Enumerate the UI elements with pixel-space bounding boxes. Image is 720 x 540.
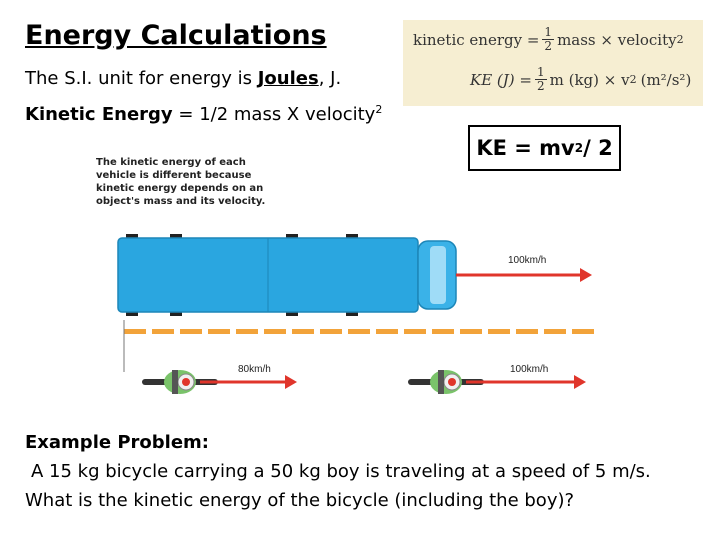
road-line [124, 329, 594, 334]
formula-image [403, 20, 703, 106]
kinetic-energy-rest: = 1/2 mass X velocity [172, 104, 376, 125]
bus [118, 234, 456, 316]
bus-speed-label: 100km/h [508, 255, 547, 266]
kinetic-energy-term: Kinetic Energy [25, 104, 173, 125]
bike-1-arrow [200, 375, 297, 389]
formula-row2-label: KE (J) = [470, 70, 532, 89]
velocity-exponent: 2 [375, 103, 383, 116]
formula-row-words [413, 26, 684, 53]
joules-term: Joules [257, 68, 319, 89]
slide-title: Energy Calculations [25, 20, 327, 51]
si-unit-suffix: , J. [318, 68, 342, 89]
formula-row-symbols [470, 66, 691, 93]
formula-row2-unit: (m²/s²) [640, 70, 692, 89]
kinetic-energy-line [25, 103, 382, 125]
example-heading: Example Problem: [25, 432, 209, 453]
si-unit-prefix: The S.I. unit for energy is [25, 68, 258, 89]
ke-formula-text: KE = mv [476, 136, 575, 160]
fraction-denominator: 2 [544, 39, 553, 53]
bike-1-speed-label: 80km/h [238, 364, 271, 375]
formula-row2-exp: 2 [629, 73, 637, 86]
formula-row1-label: kinetic energy = [413, 30, 540, 49]
example-text-1: A 15 kg bicycle carrying a 50 kg boy is traveling at a speed of 5 m/s. [31, 461, 651, 482]
bike-2-speed-label: 100km/h [510, 364, 549, 375]
half-fraction [542, 26, 554, 53]
formula-row1-exp: 2 [676, 33, 684, 46]
example-text-2: What is the kinetic energy of the bicycle (including the boy)? [25, 490, 575, 511]
ke-formula-tail: / 2 [583, 136, 613, 160]
fraction-numerator-2: 1 [536, 65, 545, 79]
fraction-numerator: 1 [544, 25, 553, 39]
formula-row2-rest: m (kg) × v [549, 70, 630, 89]
example-problem [25, 428, 705, 515]
diagram-caption: The kinetic energy of each vehicle is different because kinetic energy depends on an object's mass and its velocity. [96, 157, 266, 207]
formula-row1-rest: mass × velocity [557, 30, 677, 49]
vehicle-diagram [90, 150, 610, 410]
bike-2-arrow [466, 375, 586, 389]
si-unit-line [25, 68, 341, 89]
fraction-denominator-2: 2 [536, 79, 545, 93]
ke-formula-exp: 2 [574, 141, 584, 155]
bus-arrow [456, 268, 592, 282]
half-fraction-2 [535, 66, 547, 93]
